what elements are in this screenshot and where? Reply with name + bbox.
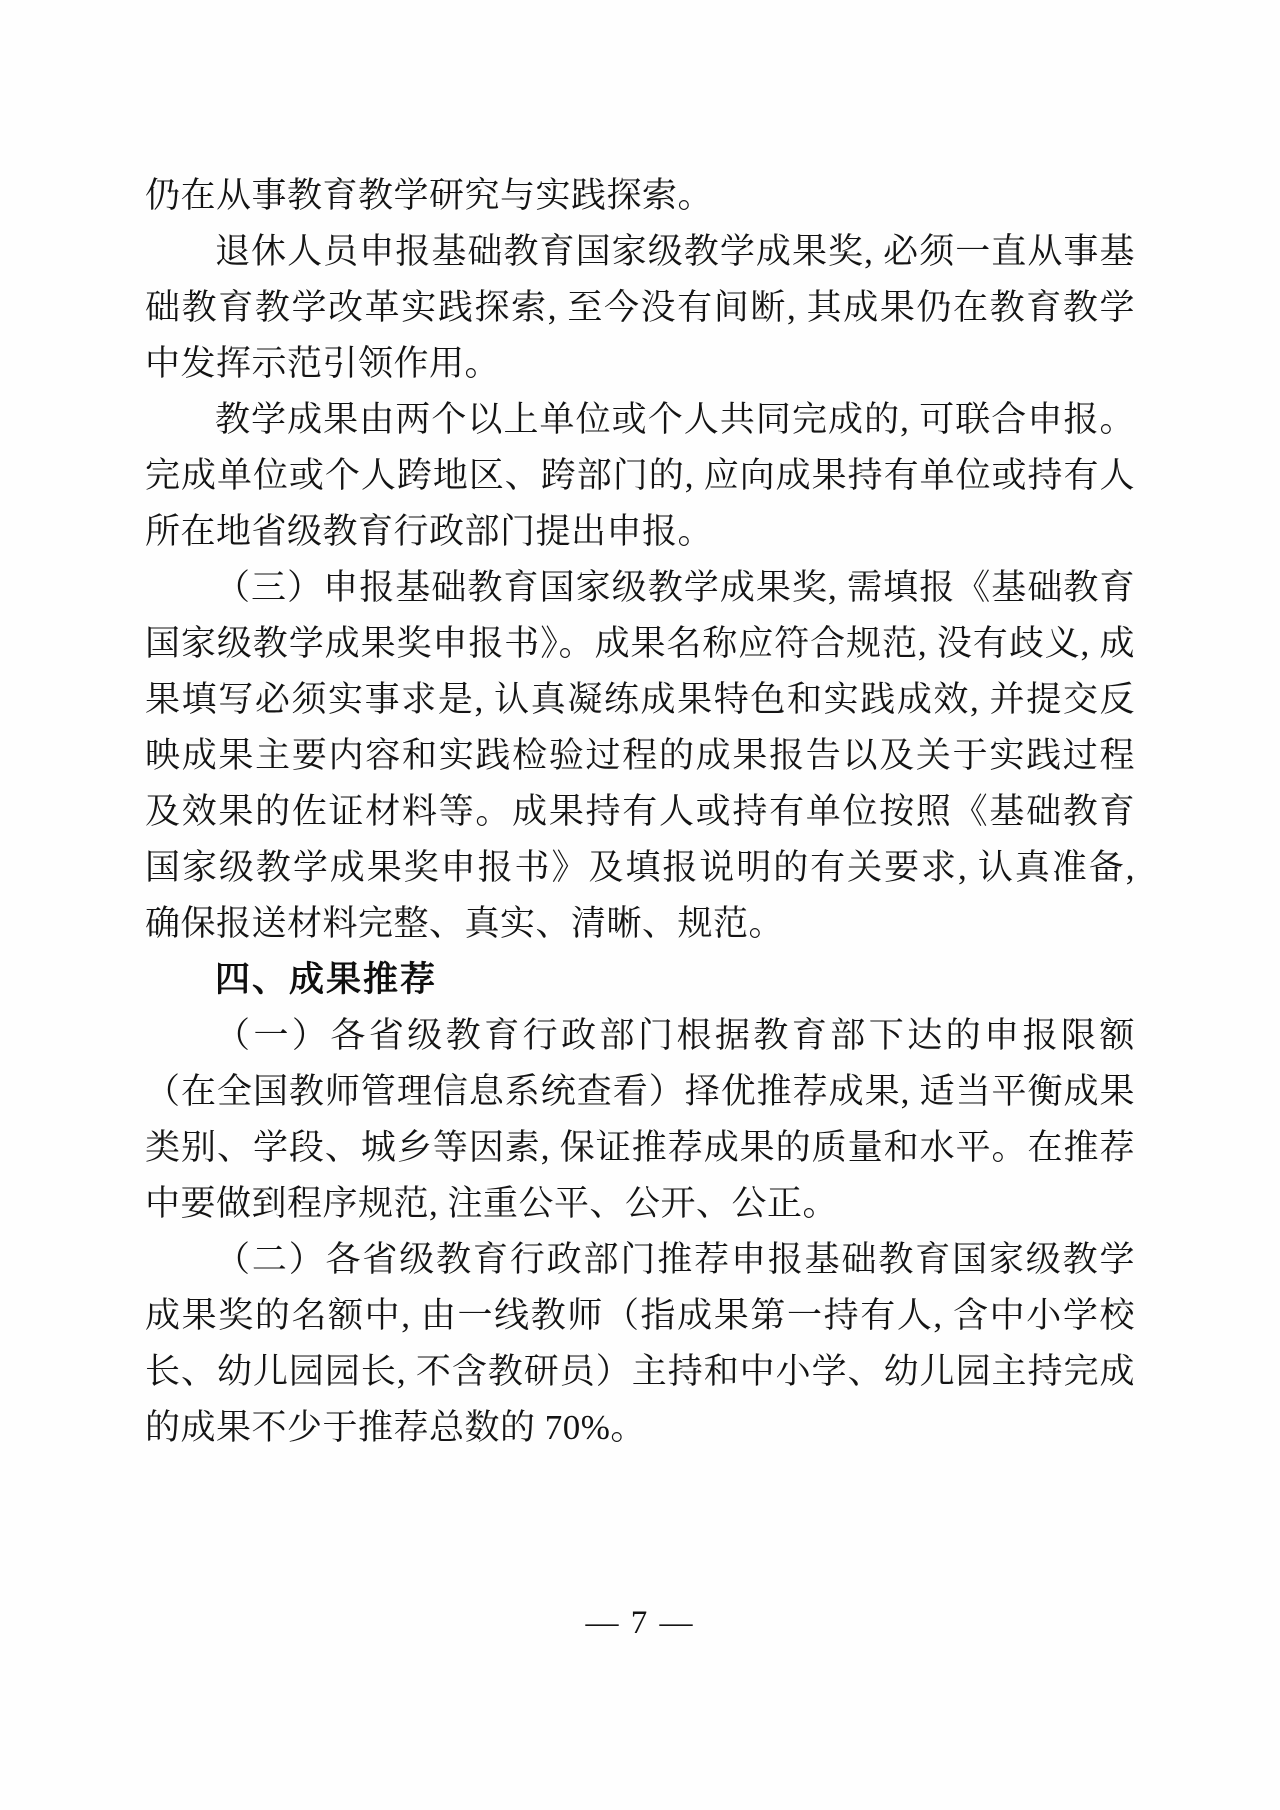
section-heading-recommendation: 四、成果推荐 — [215, 960, 438, 999]
paragraph-item-one: （一）各省级教育行政部门根据教育部下达的申报限额（在全国教师管理信息系统查看）择优推荐成果, 适当平衡成果类别、学段、城乡等因素, 保证推荐成果的质量和水平。在推荐中要做到程序规范, 注重公平、公开、公正。 — [145, 1016, 1135, 1223]
document-body — [145, 168, 1135, 1456]
page-number: — 7 — — [585, 1605, 695, 1641]
paragraph-continuation: 仍在从事教育教学研究与实践探索。 — [145, 176, 714, 215]
paragraph-item-two: （二）各省级教育行政部门推荐申报基础教育国家级教学成果奖的名额中, 由一线教师（指成果第一持有人, 含中小学校长、幼儿园园长, 不含教研员）主持和中小学、幼儿园主持完成的成果不少于推荐总数的 70%。 — [145, 1240, 1135, 1447]
paragraph-retired-personnel: 退休人员申报基础教育国家级教学成果奖, 必须一直从事基础教育教学改革实践探索, 至今没有间断, 其成果仍在教育教学中发挥示范引领作用。 — [145, 232, 1135, 383]
paragraph-joint-application: 教学成果由两个以上单位或个人共同完成的, 可联合申报。完成单位或个人跨地区、跨部门的, 应向成果持有单位或持有人所在地省级教育行政部门提出申报。 — [145, 400, 1135, 551]
paragraph-item-three: （三）申报基础教育国家级教学成果奖, 需填报《基础教育国家级教学成果奖申报书》。成果名称应符合规范, 没有歧义, 成果填写必须实事求是, 认真凝练成果特色和实践成效, 并提交反映成果主要内容和实践检验过程的成果报告以及关于实践过程及效果的佐证材料等。成果持有人或持有单位按照《基础教育国家级教学成果奖申报书》及填报说明的有关要求, 认真准备, 确保报送材料完整、真实、清晰、规范。 — [145, 568, 1135, 943]
